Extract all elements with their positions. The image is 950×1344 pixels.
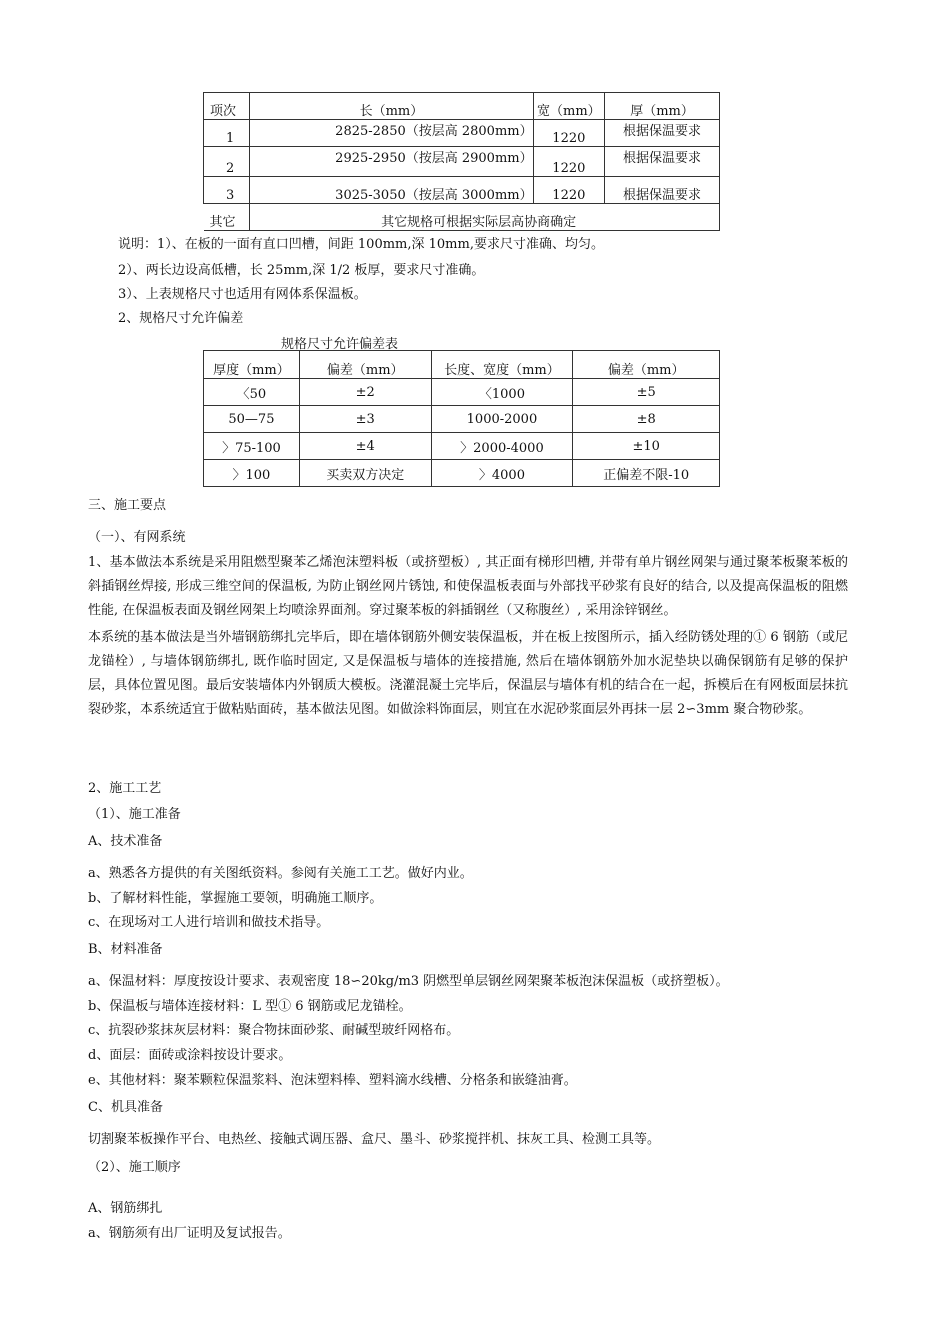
table-row — [204, 460, 720, 487]
body-line: e、其他材料：聚苯颗粒保温浆料、泡沫塑料棒、塑料滴水线槽、分格条和嵌缝油膏。 — [88, 1073, 577, 1088]
table-cell: 〈1000 — [431, 379, 573, 406]
table-row — [204, 147, 720, 177]
table-cell: 〉2000-4000 — [431, 433, 573, 460]
table-cell: 〉100 — [204, 460, 300, 487]
note-line: 2、规格尺寸允许偏差 — [118, 311, 244, 326]
table-cell: 1000-2000 — [431, 406, 573, 433]
table-header-row — [204, 351, 720, 379]
body-line: a、熟悉各方提供的有关图纸资料。参阅有关施工工艺。做好内业。 — [88, 866, 473, 881]
table-cell: ±3 — [299, 406, 431, 433]
table-cell: 2 — [204, 147, 250, 177]
body-line: a、钢筋须有出厂证明及复试报告。 — [88, 1226, 291, 1241]
table-cell: 1220 — [533, 147, 604, 177]
table-cell: 其它规格可根据实际层高协商确定 — [250, 204, 720, 231]
table-caption: 规格尺寸允许偏差表 — [281, 337, 399, 352]
header-cell: 长（mm） — [250, 93, 533, 120]
table-cell: 1 — [204, 120, 250, 147]
note-line: 说明：1）、在板的一面有直口凹槽，间距 100mm,深 10mm,要求尺寸准确、均匀。 — [118, 237, 604, 252]
table-cell: 〉75-100 — [204, 433, 300, 460]
note-line: 2）、两长边设高低槽，长 25mm,深 1/2 板厚，要求尺寸准确。 — [118, 263, 485, 278]
table-cell: 3 — [204, 177, 250, 204]
table-cell: 2925-2950（按层高 2900mm） — [250, 147, 533, 177]
body-line: b、了解材料性能，掌握施工要领，明确施工顺序。 — [88, 891, 383, 906]
body-line: a、保温材料：厚度按设计要求、表观密度 18∽20kg/m3 阴燃型单层钢丝网架聚苯板泡沫保温板（或挤塑板）。 — [88, 974, 729, 989]
table-header-row — [204, 93, 720, 120]
heading-line: A、技术准备 — [88, 834, 163, 849]
heading-line: （1）、施工准备 — [88, 807, 181, 822]
subsection-heading: （一）、有网系统 — [88, 530, 186, 545]
body-paragraph: 1、基本做法本系统是采用阻燃型聚苯乙烯泡沫塑料板（或挤塑板）, 其正面有梯形凹槽, 并带有单片钢丝网架与通过聚苯板聚苯板的斜插钢丝焊接, 形成三维空间的保温板, 为防止钢丝网片锈蚀, 和使保温板表面与外部找平砂浆有良好的结合, 以及提高保温板的阻燃性能, 在保温板表面及钢丝网架上均喷涂界面剂。穿过聚苯板的斜插钢丝（又称腹丝）, 采用涂锌钢丝。 — [88, 555, 848, 618]
table-cell: 2825-2850（按层高 2800mm） — [250, 120, 533, 147]
table-cell: ±5 — [573, 379, 720, 406]
size-spec-table — [203, 92, 720, 231]
heading-line: （2）、施工顺序 — [88, 1160, 181, 1175]
header-cell: 长度、宽度（mm） — [431, 351, 573, 379]
heading-line: C、机具准备 — [88, 1100, 163, 1115]
table-row — [204, 433, 720, 460]
body-line: b、保温板与墙体连接材料：L 型① 6 钢筋或尼龙锚栓。 — [88, 999, 412, 1014]
body-line: 切割聚苯板操作平台、电热丝、接触式调压器、盒尺、墨斗、砂浆搅拌机、抹灰工具、检测工具等。 — [88, 1132, 661, 1147]
table-row — [204, 177, 720, 204]
table-cell: 3025-3050（按层高 3000mm） — [250, 177, 533, 204]
table-cell: 根据保温要求 — [605, 177, 720, 204]
table-cell: 〉4000 — [431, 460, 573, 487]
table-row — [204, 406, 720, 433]
header-cell: 偏差（mm） — [299, 351, 431, 379]
body-line: d、面层：面砖或涂料按设计要求。 — [88, 1048, 292, 1063]
heading-line: A、钢筋绑扎 — [88, 1201, 163, 1216]
heading-line: B、材料准备 — [88, 942, 163, 957]
table-cell: ±10 — [573, 433, 720, 460]
table-cell: 其它 — [204, 204, 250, 231]
note-line: 3）、上表规格尺寸也适用有网体系保温板。 — [118, 287, 367, 302]
header-cell: 厚（mm） — [605, 93, 720, 120]
table-row — [204, 379, 720, 406]
table-cell: 根据保温要求 — [605, 147, 720, 177]
body-line: c、抗裂砂浆抹灰层材料：聚合物抹面砂浆、耐碱型玻纤网格布。 — [88, 1023, 460, 1038]
body-line: c、在现场对工人进行培训和做技术指导。 — [88, 915, 330, 930]
table-cell: 正偏差不限-10 — [573, 460, 720, 487]
table-cell: ±4 — [299, 433, 431, 460]
table-cell: 1220 — [533, 177, 604, 204]
header-cell: 厚度（mm） — [204, 351, 300, 379]
body-paragraph: 本系统的基本做法是当外墙钢筋绑扎完毕后，即在墙体钢筋外侧安装保温板，并在板上按图所示，插入经防锈处理的① 6 钢筋（或尼龙锚栓）, 与墙体钢筋绑扎, 既作临时固定, 又是保温板与墙体的连接措施, 然后在墙体钢筋外加水泥垫块以确保钢筋有足够的保护层，具体位置见图。最后安装墙体内外钢质大模板。浇灌混凝土完毕后，保温层与墙体有机的结合在一起，拆模后在有网板面层抹抗裂砂浆，本系统适宜于做粘贴面砖，基本做法见图。如做涂料饰面层，则宜在水泥砂浆面层外再抹一层 2∽3mm 聚合物砂浆。 — [88, 630, 848, 717]
header-cell: 偏差（mm） — [573, 351, 720, 379]
table-cell: 买卖双方决定 — [299, 460, 431, 487]
tolerance-table — [203, 350, 720, 487]
header-cell: 宽（mm） — [533, 93, 604, 120]
table-cell: 根据保温要求 — [605, 120, 720, 147]
table-cell: 50—75 — [204, 406, 300, 433]
table-cell: ±2 — [299, 379, 431, 406]
table-row — [204, 120, 720, 147]
header-cell: 项次 — [204, 93, 250, 120]
heading-line: 2、施工工艺 — [88, 781, 162, 796]
table-cell: ±8 — [573, 406, 720, 433]
table-row — [204, 204, 720, 231]
table-cell: 〈50 — [204, 379, 300, 406]
section-heading: 三、施工要点 — [88, 498, 167, 513]
table-cell: 1220 — [533, 120, 604, 147]
